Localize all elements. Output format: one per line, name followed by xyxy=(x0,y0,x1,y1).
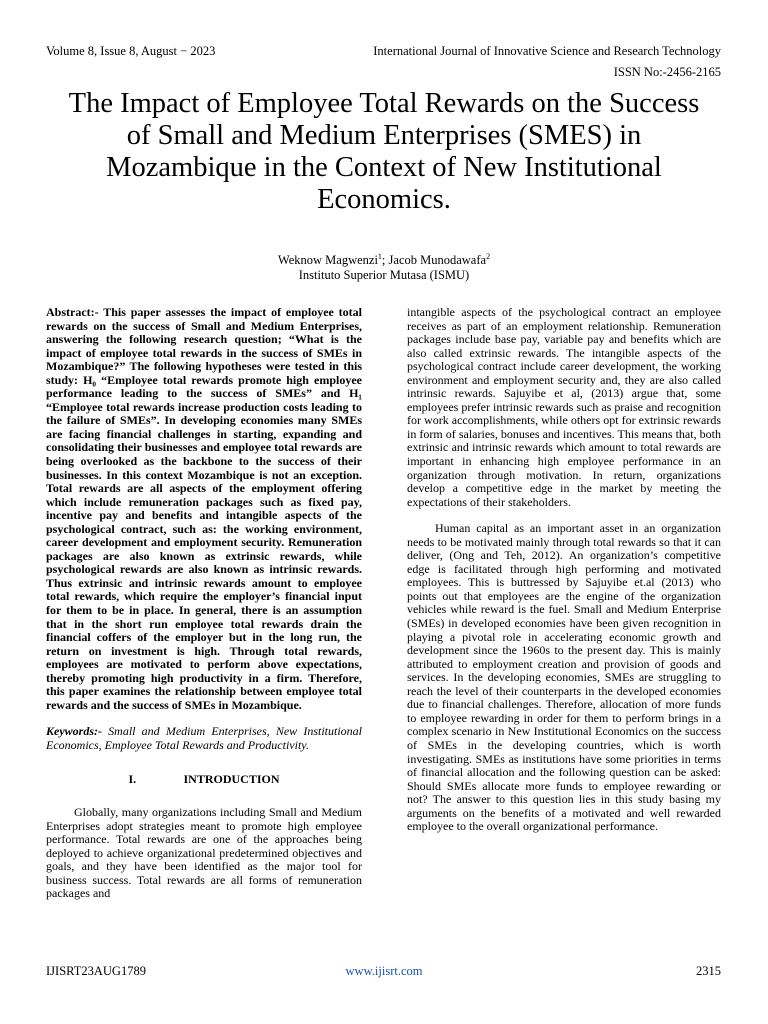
abstract: Abstract:- This paper assesses the impact of employee total rewards on the success of Small and Medium Enterprises, answering the following research question; “What is the impact of employee total rewards in the success of SMEs in Mozambique?” The following hypotheses were tested in this study: H₀ “Employee total rewards promote high employee performance leading to the success of SMEs” and H₁ “Employee total rewards increase production costs leading to the failure of SMEs”. In developing economies many SMEs are facing financial challenges in starting, expanding and consolidating their businesses and employee total rewards are being overlooked as the backbone to the success of their businesses. In this context Mozambique is not an exception. Total rewards are all aspects of the employment offering which include remuneration packages such as fixed pay, incentive pay and benefits and intangible aspects of the psychological contract, such as: the working environment, career development and employment security. Remuneration packages are also known as extrinsic rewards, while psychological rewards are also known as intrinsic rewards. Thus extrinsic and intrinsic rewards amount to employee total rewards, which require the employer’s financial input for them to be in place. In general, there is an assumption that in the short run employee total rewards drain the financial coffers of the employer but in the long run, the return on investment is high. Through total rewards, employees are motivated to perform above expectations, thereby promoting high productivity in a firm. Therefore, this paper examines the relationship between employee total rewards and the success of SMEs in Mozambique. xyxy=(46,305,362,712)
author-2-name: Jacob Munodawafa xyxy=(388,253,487,268)
keywords xyxy=(46,725,362,752)
intro-paragraph-1-continued: intangible aspects of the psychological contract an employee receives as part of an employment relationship. Remuneration packages include base pay, variable pay and benefits which are also called extrinsic rewards. The intangible aspects of the psychological contract include career development, the working environment and employment security and, they are also called intrinsic rewards. Sajuyibe et al, (2013) argue that, some employees prefer intrinsic rewards such as praise and recognition for work accomplishments, while others opt for extrinsic rewards in form of salaries, bonuses and incentives. This means that, both extrinsic and intrinsic rewards which amount to total rewards are important in enhancing high employee performance in an organization through motivation. In return, organizations develop a competitive edge in the market by meeting the expectations of their stakeholders. xyxy=(407,305,721,509)
keywords-label: Keywords:- xyxy=(46,724,102,739)
author-affiliation: Instituto Superior Mutasa (ISMU) xyxy=(298,268,470,283)
section-number: I. xyxy=(128,771,137,786)
header-issn: ISSN No:-2456-2165 xyxy=(613,65,721,79)
header-journal-name: International Journal of Innovative Science and Research Technology xyxy=(373,44,721,58)
author-1-affil-mark: 1 xyxy=(377,252,382,261)
keywords-text: Small and Medium Enterprises, New Institutional Economics, Employee Total Rewards and Productivity. xyxy=(46,724,362,752)
footer-website-link[interactable]: www.ijisrt.com xyxy=(345,964,423,978)
paper-title: The Impact of Employee Total Rewards on the Success of Small and Medium Enterprises (SMES) in Mozambique in the Context of New Institutional Economics. xyxy=(68,88,700,215)
section-title: INTRODUCTION xyxy=(183,771,280,786)
author-1-name: Weknow Magwenzi xyxy=(277,253,378,268)
author-separator: ; xyxy=(381,253,389,268)
author-block xyxy=(0,249,768,283)
header-volume: Volume 8, Issue 8, August − 2023 xyxy=(46,44,216,58)
footer-article-code: IJISRT23AUG1789 xyxy=(46,964,146,978)
intro-paragraph-1: Globally, many organizations including Small and Medium Enterprises adopt strategies meant to promote high employee performance. Total rewards are one of the approaches being deployed to achieve organizational predetermined objectives and goals, and they have been identified as the major tool for business success. Total rewards are all forms of remuneration packages and xyxy=(46,805,362,901)
left-column xyxy=(46,306,362,901)
author-2-affil-mark: 2 xyxy=(486,252,491,261)
author-line xyxy=(0,249,768,268)
section-heading-introduction xyxy=(46,773,362,787)
footer-page-number: 2315 xyxy=(696,964,721,978)
intro-paragraph-2: Human capital as an important asset in an organization needs to be motivated mainly through total rewards so that it can deliver, (Ong and Teh, 2012). An organization’s competitive edge is facilitated through high performing and motivated employees. This is buttressed by Sajuyibe et.al (2013) who points out that employees are the engine of the organization vehicles while reward is the fuel. Small and Medium Enterprise (SMEs) in developed economies have been given recognition in playing a pivotal role in accelerating economic growth and development since the 1960s to the present day. This is mainly attributed to employment creation and provision of goods and services. In the developing economies, SMEs are struggling to reach the level of their counterparts in the developed economies due to financial challenges. Therefore, allocation of more funds to employee rewarding in order for them to perform brings in a complex scenario in New Institutional Economics on the success of SMEs in the developing countries, which is worth investigating. SMEs as institutions have some priorities in terms of financial allocation and the following question can be asked: Should SMEs allocate more funds to employee rewarding or not? The answer to this question lies in this study basing my arguments on the benefits of a motivated and well rewarded employee to the overall organizational performance. xyxy=(407,521,721,834)
right-column xyxy=(407,306,721,834)
